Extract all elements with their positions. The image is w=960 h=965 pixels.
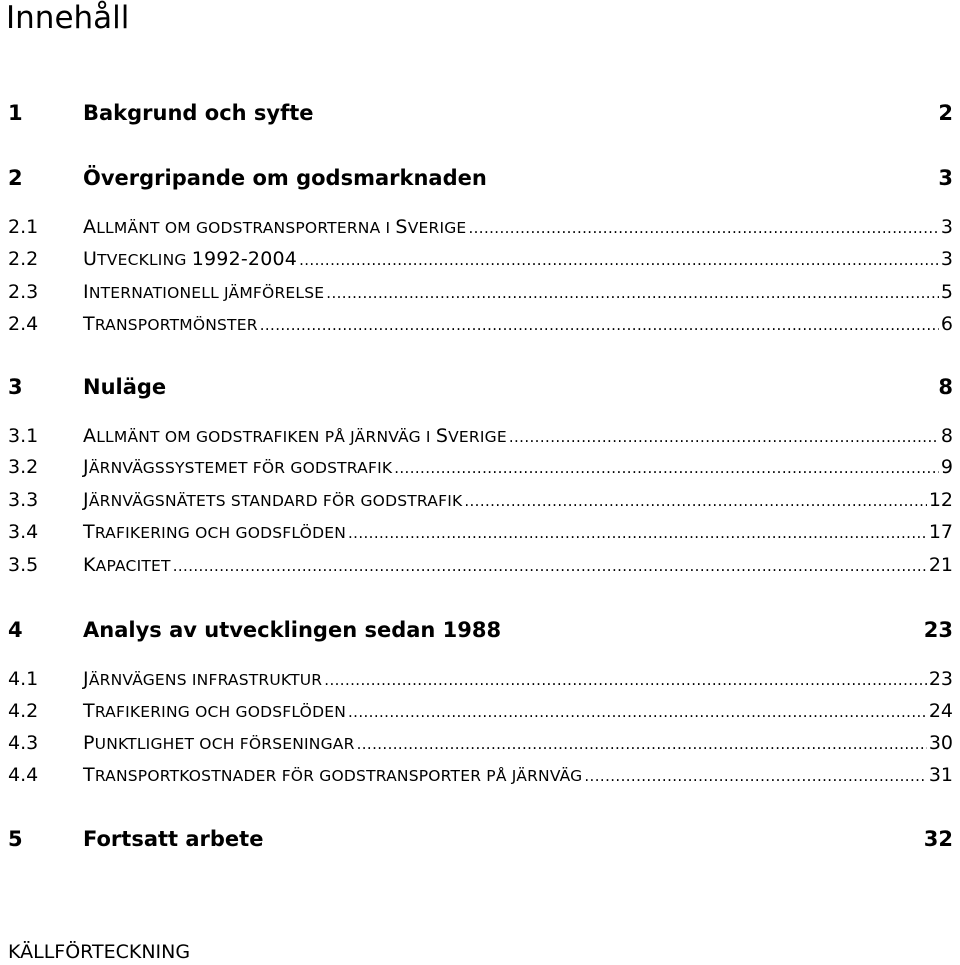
toc-chapter-4[interactable] [8, 618, 953, 646]
toc-page-number: 2 [938, 101, 953, 125]
toc-section-title: JÄRNVÄGSNÄTETS STANDARD FÖR GODSTRAFIK [83, 489, 463, 511]
toc-chapter-number: 4 [8, 618, 23, 642]
toc-page-number: 3 [940, 216, 953, 238]
toc-leader [260, 313, 939, 335]
toc-section-number: 3.5 [8, 554, 39, 576]
toc-page-number: 12 [928, 489, 953, 511]
toc-section-title: TRANSPORTKOSTNADER FÖR GODSTRANSPORTER PÅ JÄRNVÄG [83, 764, 583, 786]
toc-section-title: TRAFIKERING OCH GODSFLÖDEN [83, 700, 346, 722]
toc-section-2-3[interactable] [8, 281, 953, 309]
toc-leader [324, 668, 927, 690]
toc-page-number: 23 [928, 668, 953, 690]
toc-section-3-5[interactable] [8, 554, 953, 582]
toc-chapter-title: Analys av utvecklingen sedan 1988 [83, 618, 502, 642]
toc-page-number: 5 [940, 281, 953, 303]
toc-leader [357, 732, 927, 754]
toc-page-number: 6 [940, 313, 953, 335]
toc-chapter-number: 3 [8, 375, 23, 399]
toc-section-number: 2.4 [8, 313, 39, 335]
toc-section-number: 2.2 [8, 248, 39, 270]
toc-leader [584, 764, 926, 786]
toc-section-title: PUNKTLIGHET OCH FÖRSENINGAR [83, 732, 355, 754]
toc-leader [348, 521, 927, 543]
toc-page-number: 17 [928, 521, 953, 543]
toc-section-title: KAPACITET [83, 554, 171, 576]
toc-section-number: 4.2 [8, 700, 39, 722]
toc-page-number: 31 [928, 764, 953, 786]
toc-section-4-2[interactable] [8, 700, 953, 728]
toc-leader [326, 281, 939, 303]
toc-section-4-3[interactable] [8, 732, 953, 760]
toc-leader [394, 456, 939, 478]
toc-chapter-1[interactable] [8, 101, 953, 129]
toc-chapter-title: Fortsatt arbete [83, 827, 264, 851]
toc-section-title: ALLMÄNT OM GODSTRANSPORTERNA I SVERIGE [83, 216, 467, 238]
toc-section-number: 2.1 [8, 216, 39, 238]
toc-section-number: 3.1 [8, 425, 39, 447]
toc-section-3-2[interactable] [8, 456, 953, 484]
toc-page-number: 3 [938, 166, 953, 190]
toc-chapter-3[interactable] [8, 375, 953, 403]
references-heading: KÄLLFÖRTECKNING [8, 941, 191, 963]
toc-page-number: 9 [940, 456, 953, 478]
toc-section-number: 4.3 [8, 732, 39, 754]
toc-section-number: 2.3 [8, 281, 39, 303]
toc-section-number: 3.2 [8, 456, 39, 478]
toc-chapter-title: Bakgrund och syfte [83, 101, 314, 125]
toc-section-3-1[interactable] [8, 425, 953, 453]
toc-page-number: 21 [928, 554, 953, 576]
toc-section-title: INTERNATIONELL JÄMFÖRELSE [83, 281, 325, 303]
toc-section-2-4[interactable] [8, 313, 953, 341]
toc-section-title: ALLMÄNT OM GODSTRAFIKEN PÅ JÄRNVÄG I SVERIGE [83, 425, 507, 447]
toc-section-number: 4.1 [8, 668, 39, 690]
toc-section-title: TRANSPORTMÖNSTER [83, 313, 258, 335]
page-title: Innehåll [6, 0, 130, 36]
toc-leader [348, 700, 927, 722]
toc-section-4-4[interactable] [8, 764, 953, 792]
toc-page-number: 3 [940, 248, 953, 270]
toc-leader [173, 554, 927, 576]
toc-section-3-4[interactable] [8, 521, 953, 549]
toc-section-title: UTVECKLING 1992-2004 [83, 248, 298, 270]
toc-leader [468, 216, 938, 238]
toc-leader [464, 489, 926, 511]
toc-chapter-title: Övergripande om godsmarknaden [83, 166, 487, 190]
toc-chapter-number: 2 [8, 166, 23, 190]
toc-leader [509, 425, 939, 447]
toc-chapter-5[interactable] [8, 827, 953, 855]
toc-section-3-3[interactable] [8, 489, 953, 517]
toc-page-number: 23 [923, 618, 953, 642]
toc-leader [299, 248, 939, 270]
toc-page-number: 24 [928, 700, 953, 722]
toc-section-number: 3.4 [8, 521, 39, 543]
toc-section-4-1[interactable] [8, 668, 953, 696]
toc-section-title: JÄRNVÄGSSYSTEMET FÖR GODSTRAFIK [83, 456, 393, 478]
toc-page-number: 32 [923, 827, 953, 851]
toc-chapter-number: 1 [8, 101, 23, 125]
toc-section-title: JÄRNVÄGENS INFRASTRUKTUR [83, 668, 323, 690]
toc-section-number: 4.4 [8, 764, 39, 786]
toc-page-number: 8 [938, 375, 953, 399]
toc-chapter-number: 5 [8, 827, 23, 851]
toc-section-2-1[interactable] [8, 216, 953, 244]
toc-page-number: 30 [928, 732, 953, 754]
toc-section-number: 3.3 [8, 489, 39, 511]
toc-chapter-title: Nuläge [83, 375, 167, 399]
toc-page-number: 8 [940, 425, 953, 447]
toc-chapter-2[interactable] [8, 166, 953, 194]
toc-section-2-2[interactable] [8, 248, 953, 276]
toc-section-title: TRAFIKERING OCH GODSFLÖDEN [83, 521, 346, 543]
